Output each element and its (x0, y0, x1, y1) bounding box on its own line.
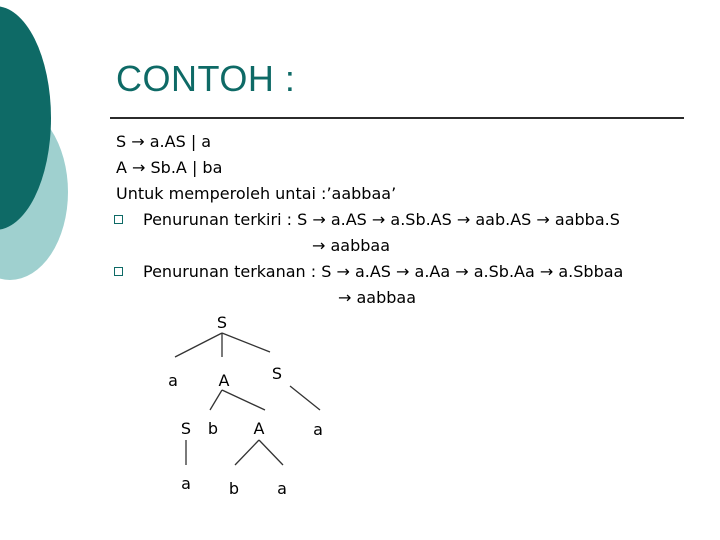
tree-edge (175, 333, 222, 357)
tree-edge (259, 440, 283, 465)
tree-node-a: a (168, 371, 178, 390)
tree-node-a-upper: A (253, 419, 265, 438)
tree-node-b: b (228, 479, 240, 498)
tree-node-root-s: S (216, 313, 228, 332)
intro-text: Untuk memperoleh untai :’aabbaa’ (116, 184, 397, 203)
leftmost-derivation-continued: → aabbaa (312, 236, 391, 255)
tree-node-a: a (313, 420, 323, 439)
tree-edge (290, 386, 320, 410)
grammar-rule-s: S → a.AS | a (116, 132, 212, 151)
tree-node-a: a (277, 479, 287, 498)
tree-edge (222, 390, 265, 410)
tree-edge (210, 390, 222, 410)
tree-node-b: b (207, 419, 219, 438)
tree-node-s: S (271, 364, 283, 383)
grammar-rule-a: A → Sb.A | ba (116, 158, 223, 177)
slide-title: CONTOH : (116, 58, 296, 99)
rightmost-derivation-continued: → aabbaa (338, 288, 417, 307)
leftmost-derivation: Penurunan terkiri : S → a.AS → a.Sb.AS → aab.AS → aabba.S (143, 210, 620, 229)
rightmost-derivation: Penurunan terkanan : S → a.AS → a.Aa → a.Sb.Aa → a.Sbbaa (143, 262, 624, 281)
tree-edge (235, 440, 259, 465)
tree-node-s: S (180, 419, 192, 438)
tree-node-a-upper: A (218, 371, 230, 390)
tree-node-a: a (181, 474, 191, 493)
tree-edge (222, 333, 270, 352)
